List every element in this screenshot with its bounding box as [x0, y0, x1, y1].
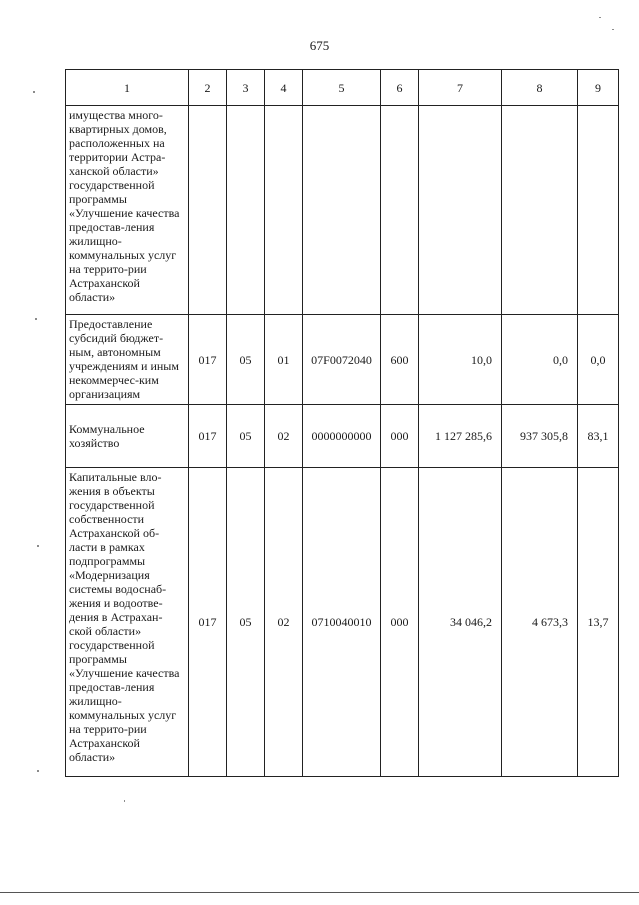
target-article-cell: [303, 106, 381, 315]
expense-type-cell: [381, 106, 419, 315]
expense-type-cell: 600: [381, 315, 419, 405]
percent-cell: 13,7: [578, 468, 619, 777]
subsection-cell: [265, 106, 303, 315]
column-header-3: 3: [227, 70, 265, 106]
section-cell: [227, 106, 265, 315]
admin-code-cell: [189, 106, 227, 315]
bottom-scan-edge: [0, 892, 639, 893]
expense-type-cell: 000: [381, 468, 419, 777]
section-cell: 05: [227, 315, 265, 405]
column-header-5: 5: [303, 70, 381, 106]
row-name-cell: Предоставление субсидий бюджет-ным, автономным учреждениям и иным некоммерчес-ким организациям: [66, 315, 189, 405]
expense-type-cell: 000: [381, 405, 419, 468]
section-cell: 05: [227, 405, 265, 468]
scan-speck: [37, 545, 39, 547]
scan-speck: [599, 17, 601, 18]
subsection-cell: 02: [265, 468, 303, 777]
percent-cell: [578, 106, 619, 315]
row-name-cell: Капитальные вло-жения в объекты государственной собственности Астраханской об-ласти в рамках подпрограммы «Модернизация системы водоснаб-жения и водоотве-дения в Астрахан-ской области» государственной программы «Улучшение качества предостав-ления жилищно-коммунальных услуг на террито-рии Астраханской области»: [66, 468, 189, 777]
table-row: [66, 106, 619, 315]
target-article-cell: 07F0072040: [303, 315, 381, 405]
table-row: [66, 468, 619, 777]
scan-speck: [35, 318, 37, 320]
amount-planned-cell: 1 127 285,6: [419, 405, 502, 468]
target-article-cell: 0710040010: [303, 468, 381, 777]
column-header-4: 4: [265, 70, 303, 106]
column-header-9: 9: [578, 70, 619, 106]
percent-cell: 0,0: [578, 315, 619, 405]
scan-speck: [33, 91, 35, 93]
section-cell: 05: [227, 468, 265, 777]
scan-speck: [612, 29, 614, 30]
admin-code-cell: 017: [189, 315, 227, 405]
amount-executed-cell: 937 305,8: [502, 405, 578, 468]
column-header-6: 6: [381, 70, 419, 106]
admin-code-cell: 017: [189, 405, 227, 468]
target-article-cell: 0000000000: [303, 405, 381, 468]
admin-code-cell: 017: [189, 468, 227, 777]
row-name-cell: имущества много-квартирных домов, расположенных на территории Астра-ханской области» государственной программы «Улучшение качества предостав-ления жилищно-коммунальных услуг на террито-рии Астраханской области»: [66, 106, 189, 315]
table-header-row: [66, 70, 619, 106]
percent-cell: 83,1: [578, 405, 619, 468]
page-number: 675: [309, 38, 330, 53]
budget-table: [65, 69, 619, 777]
amount-planned-cell: 10,0: [419, 315, 502, 405]
column-header-7: 7: [419, 70, 502, 106]
amount-planned-cell: [419, 106, 502, 315]
amount-planned-cell: 34 046,2: [419, 468, 502, 777]
amount-executed-cell: 4 673,3: [502, 468, 578, 777]
table-row: [66, 315, 619, 405]
column-header-8: 8: [502, 70, 578, 106]
column-header-1: 1: [66, 70, 189, 106]
scan-speck: [37, 770, 39, 772]
subsection-cell: 01: [265, 315, 303, 405]
row-name-cell: Коммунальное хозяйство: [66, 405, 189, 468]
amount-executed-cell: [502, 106, 578, 315]
amount-executed-cell: 0,0: [502, 315, 578, 405]
table-row: [66, 405, 619, 468]
subsection-cell: 02: [265, 405, 303, 468]
scan-speck: [124, 800, 125, 802]
column-header-2: 2: [189, 70, 227, 106]
